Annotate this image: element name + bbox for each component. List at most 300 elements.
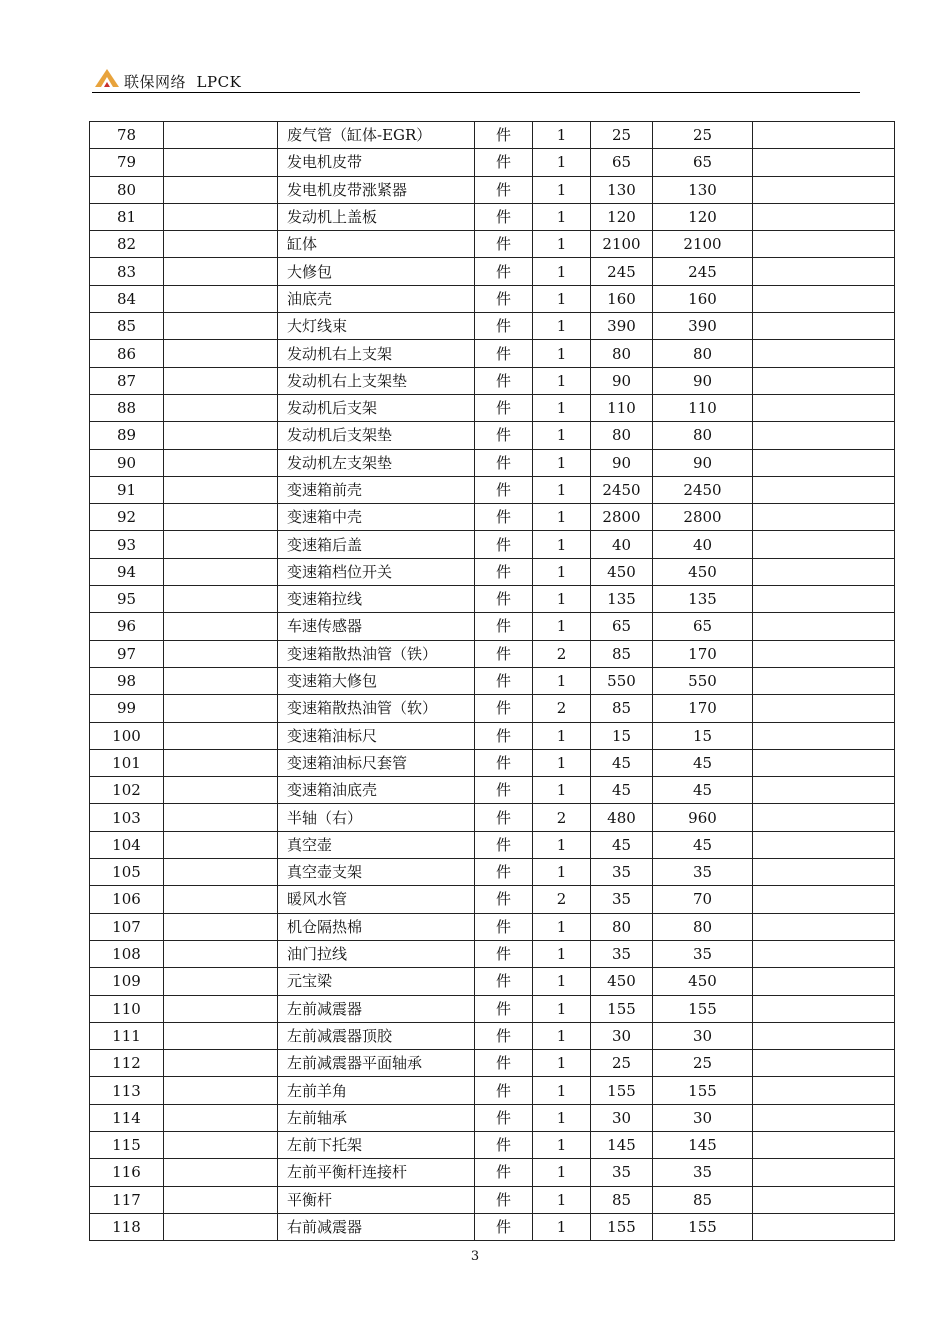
quantity-cell: 1	[533, 1022, 591, 1049]
amount-cell: 90	[653, 449, 753, 476]
part-name-cell: 暖风水管	[278, 886, 475, 913]
quantity-cell: 1	[533, 476, 591, 503]
unit-price-cell: 80	[591, 913, 653, 940]
remark-cell	[753, 476, 895, 503]
table-row	[90, 586, 895, 613]
remark-cell	[753, 1104, 895, 1131]
table-row	[90, 613, 895, 640]
unit-price-cell: 155	[591, 1213, 653, 1240]
amount-cell: 960	[653, 804, 753, 831]
amount-cell: 35	[653, 1159, 753, 1186]
unit-cell: 件	[475, 231, 533, 258]
unit-cell: 件	[475, 586, 533, 613]
unit-cell: 件	[475, 831, 533, 858]
quantity-cell: 1	[533, 722, 591, 749]
quantity-cell: 2	[533, 804, 591, 831]
table-row	[90, 995, 895, 1022]
row-number-cell: 82	[90, 231, 164, 258]
unit-cell: 件	[475, 176, 533, 203]
unit-cell: 件	[475, 558, 533, 585]
quantity-cell: 1	[533, 1104, 591, 1131]
remark-cell	[753, 640, 895, 667]
unit-cell: 件	[475, 149, 533, 176]
unit-price-cell: 80	[591, 340, 653, 367]
part-code-cell	[164, 340, 278, 367]
part-name-cell: 大修包	[278, 258, 475, 285]
part-code-cell	[164, 913, 278, 940]
part-name-cell: 左前轴承	[278, 1104, 475, 1131]
remark-cell	[753, 804, 895, 831]
unit-cell: 件	[475, 203, 533, 230]
unit-price-cell: 130	[591, 176, 653, 203]
row-number-cell: 80	[90, 176, 164, 203]
quantity-cell: 1	[533, 940, 591, 967]
table-row	[90, 340, 895, 367]
quantity-cell: 1	[533, 613, 591, 640]
unit-price-cell: 45	[591, 777, 653, 804]
unit-cell: 件	[475, 313, 533, 340]
unit-cell: 件	[475, 940, 533, 967]
part-code-cell	[164, 859, 278, 886]
part-code-cell	[164, 1104, 278, 1131]
remark-cell	[753, 285, 895, 312]
quantity-cell: 1	[533, 176, 591, 203]
quantity-cell: 1	[533, 449, 591, 476]
part-name-cell: 左前下托架	[278, 1131, 475, 1158]
row-number-cell: 101	[90, 749, 164, 776]
unit-cell: 件	[475, 1159, 533, 1186]
part-name-cell: 左前减震器	[278, 995, 475, 1022]
unit-cell: 件	[475, 367, 533, 394]
row-number-cell: 102	[90, 777, 164, 804]
remark-cell	[753, 667, 895, 694]
table-row	[90, 1077, 895, 1104]
unit-cell: 件	[475, 613, 533, 640]
part-code-cell	[164, 1186, 278, 1213]
quantity-cell: 1	[533, 968, 591, 995]
amount-cell: 15	[653, 722, 753, 749]
quantity-cell: 1	[533, 995, 591, 1022]
unit-price-cell: 30	[591, 1022, 653, 1049]
part-code-cell	[164, 476, 278, 503]
part-name-cell: 元宝梁	[278, 968, 475, 995]
quantity-cell: 1	[533, 313, 591, 340]
amount-cell: 25	[653, 1050, 753, 1077]
remark-cell	[753, 1159, 895, 1186]
part-code-cell	[164, 122, 278, 149]
quantity-cell: 1	[533, 667, 591, 694]
unit-cell: 件	[475, 968, 533, 995]
table-row	[90, 777, 895, 804]
amount-cell: 45	[653, 749, 753, 776]
part-name-cell: 变速箱后盖	[278, 531, 475, 558]
row-number-cell: 105	[90, 859, 164, 886]
row-number-cell: 94	[90, 558, 164, 585]
part-name-cell: 发动机后支架	[278, 394, 475, 421]
amount-cell: 80	[653, 422, 753, 449]
amount-cell: 450	[653, 558, 753, 585]
unit-cell: 件	[475, 695, 533, 722]
part-code-cell	[164, 613, 278, 640]
part-name-cell: 发动机上盖板	[278, 203, 475, 230]
table-row	[90, 913, 895, 940]
table-row	[90, 313, 895, 340]
table-row	[90, 394, 895, 421]
unit-price-cell: 85	[591, 640, 653, 667]
unit-cell: 件	[475, 285, 533, 312]
amount-cell: 245	[653, 258, 753, 285]
quantity-cell: 1	[533, 831, 591, 858]
unit-price-cell: 65	[591, 613, 653, 640]
remark-cell	[753, 367, 895, 394]
table-row	[90, 640, 895, 667]
row-number-cell: 95	[90, 586, 164, 613]
unit-price-cell: 45	[591, 749, 653, 776]
remark-cell	[753, 831, 895, 858]
unit-cell: 件	[475, 640, 533, 667]
amount-cell: 70	[653, 886, 753, 913]
remark-cell	[753, 777, 895, 804]
quantity-cell: 1	[533, 504, 591, 531]
quantity-cell: 1	[533, 367, 591, 394]
row-number-cell: 87	[90, 367, 164, 394]
unit-price-cell: 85	[591, 1186, 653, 1213]
row-number-cell: 108	[90, 940, 164, 967]
quantity-cell: 1	[533, 394, 591, 421]
part-code-cell	[164, 804, 278, 831]
remark-cell	[753, 995, 895, 1022]
amount-cell: 145	[653, 1131, 753, 1158]
part-name-cell: 变速箱油底壳	[278, 777, 475, 804]
remark-cell	[753, 586, 895, 613]
unit-price-cell: 120	[591, 203, 653, 230]
unit-price-cell: 450	[591, 558, 653, 585]
remark-cell	[753, 1050, 895, 1077]
amount-cell: 135	[653, 586, 753, 613]
lpck-logo-icon	[94, 68, 120, 88]
amount-cell: 2800	[653, 504, 753, 531]
part-name-cell: 变速箱大修包	[278, 667, 475, 694]
unit-cell: 件	[475, 1022, 533, 1049]
remark-cell	[753, 558, 895, 585]
unit-price-cell: 155	[591, 1077, 653, 1104]
unit-price-cell: 2450	[591, 476, 653, 503]
row-number-cell: 97	[90, 640, 164, 667]
part-code-cell	[164, 749, 278, 776]
row-number-cell: 113	[90, 1077, 164, 1104]
amount-cell: 390	[653, 313, 753, 340]
part-code-cell	[164, 695, 278, 722]
unit-price-cell: 35	[591, 1159, 653, 1186]
unit-price-cell: 85	[591, 695, 653, 722]
part-code-cell	[164, 1213, 278, 1240]
quantity-cell: 1	[533, 422, 591, 449]
part-name-cell: 机仓隔热棉	[278, 913, 475, 940]
unit-price-cell: 245	[591, 258, 653, 285]
table-row	[90, 258, 895, 285]
remark-cell	[753, 531, 895, 558]
amount-cell: 170	[653, 640, 753, 667]
remark-cell	[753, 613, 895, 640]
row-number-cell: 96	[90, 613, 164, 640]
amount-cell: 30	[653, 1022, 753, 1049]
row-number-cell: 110	[90, 995, 164, 1022]
unit-cell: 件	[475, 1131, 533, 1158]
row-number-cell: 107	[90, 913, 164, 940]
unit-price-cell: 480	[591, 804, 653, 831]
table-row	[90, 968, 895, 995]
amount-cell: 2450	[653, 476, 753, 503]
table-row	[90, 859, 895, 886]
table-row	[90, 558, 895, 585]
amount-cell: 120	[653, 203, 753, 230]
table-row	[90, 1050, 895, 1077]
amount-cell: 40	[653, 531, 753, 558]
quantity-cell: 1	[533, 203, 591, 230]
part-code-cell	[164, 176, 278, 203]
amount-cell: 155	[653, 1077, 753, 1104]
part-code-cell	[164, 394, 278, 421]
amount-cell: 550	[653, 667, 753, 694]
unit-cell: 件	[475, 122, 533, 149]
part-code-cell	[164, 586, 278, 613]
row-number-cell: 91	[90, 476, 164, 503]
part-code-cell	[164, 1050, 278, 1077]
part-name-cell: 左前平衡杆连接杆	[278, 1159, 475, 1186]
part-name-cell: 变速箱档位开关	[278, 558, 475, 585]
part-code-cell	[164, 258, 278, 285]
row-number-cell: 103	[90, 804, 164, 831]
unit-cell: 件	[475, 1186, 533, 1213]
part-code-cell	[164, 285, 278, 312]
amount-cell: 80	[653, 340, 753, 367]
unit-price-cell: 35	[591, 940, 653, 967]
unit-cell: 件	[475, 422, 533, 449]
quantity-cell: 1	[533, 1050, 591, 1077]
remark-cell	[753, 1131, 895, 1158]
table-row	[90, 476, 895, 503]
quantity-cell: 1	[533, 1077, 591, 1104]
header-title: 联保网络 LPCK	[124, 73, 242, 91]
unit-cell: 件	[475, 886, 533, 913]
quantity-cell: 2	[533, 640, 591, 667]
part-code-cell	[164, 504, 278, 531]
remark-cell	[753, 913, 895, 940]
unit-price-cell: 2100	[591, 231, 653, 258]
remark-cell	[753, 149, 895, 176]
amount-cell: 45	[653, 777, 753, 804]
table-row	[90, 231, 895, 258]
part-name-cell: 左前减震器平面轴承	[278, 1050, 475, 1077]
remark-cell	[753, 1077, 895, 1104]
row-number-cell: 92	[90, 504, 164, 531]
quantity-cell: 1	[533, 1213, 591, 1240]
unit-cell: 件	[475, 804, 533, 831]
quantity-cell: 1	[533, 1159, 591, 1186]
part-code-cell	[164, 449, 278, 476]
table-row	[90, 1022, 895, 1049]
part-name-cell: 变速箱散热油管（软）	[278, 695, 475, 722]
row-number-cell: 99	[90, 695, 164, 722]
remark-cell	[753, 340, 895, 367]
unit-cell: 件	[475, 777, 533, 804]
unit-price-cell: 450	[591, 968, 653, 995]
part-name-cell: 油门拉线	[278, 940, 475, 967]
unit-cell: 件	[475, 1077, 533, 1104]
part-code-cell	[164, 558, 278, 585]
row-number-cell: 104	[90, 831, 164, 858]
quantity-cell: 1	[533, 285, 591, 312]
quantity-cell: 1	[533, 586, 591, 613]
unit-price-cell: 25	[591, 1050, 653, 1077]
unit-cell: 件	[475, 749, 533, 776]
amount-cell: 450	[653, 968, 753, 995]
unit-price-cell: 155	[591, 995, 653, 1022]
row-number-cell: 79	[90, 149, 164, 176]
part-code-cell	[164, 968, 278, 995]
quantity-cell: 1	[533, 859, 591, 886]
remark-cell	[753, 449, 895, 476]
amount-cell: 160	[653, 285, 753, 312]
unit-price-cell: 390	[591, 313, 653, 340]
row-number-cell: 89	[90, 422, 164, 449]
unit-price-cell: 30	[591, 1104, 653, 1131]
remark-cell	[753, 258, 895, 285]
amount-cell: 85	[653, 1186, 753, 1213]
table-row	[90, 1186, 895, 1213]
table-row	[90, 176, 895, 203]
unit-cell: 件	[475, 1213, 533, 1240]
table-row	[90, 367, 895, 394]
unit-cell: 件	[475, 449, 533, 476]
row-number-cell: 86	[90, 340, 164, 367]
row-number-cell: 116	[90, 1159, 164, 1186]
row-number-cell: 112	[90, 1050, 164, 1077]
quantity-cell: 1	[533, 558, 591, 585]
unit-cell: 件	[475, 1104, 533, 1131]
parts-table-body	[90, 122, 895, 1241]
unit-cell: 件	[475, 859, 533, 886]
amount-cell: 155	[653, 1213, 753, 1240]
remark-cell	[753, 1022, 895, 1049]
table-row	[90, 886, 895, 913]
unit-cell: 件	[475, 476, 533, 503]
quantity-cell: 2	[533, 695, 591, 722]
quantity-cell: 1	[533, 531, 591, 558]
row-number-cell: 117	[90, 1186, 164, 1213]
unit-cell: 件	[475, 258, 533, 285]
unit-price-cell: 35	[591, 886, 653, 913]
part-code-cell	[164, 722, 278, 749]
table-row	[90, 1213, 895, 1240]
part-name-cell: 右前减震器	[278, 1213, 475, 1240]
row-number-cell: 90	[90, 449, 164, 476]
table-row	[90, 1104, 895, 1131]
part-name-cell: 变速箱中壳	[278, 504, 475, 531]
quantity-cell: 1	[533, 340, 591, 367]
table-row	[90, 722, 895, 749]
part-code-cell	[164, 995, 278, 1022]
unit-price-cell: 45	[591, 831, 653, 858]
unit-price-cell: 90	[591, 367, 653, 394]
unit-price-cell: 65	[591, 149, 653, 176]
table-row	[90, 422, 895, 449]
unit-cell: 件	[475, 913, 533, 940]
quantity-cell: 1	[533, 258, 591, 285]
unit-cell: 件	[475, 340, 533, 367]
part-code-cell	[164, 367, 278, 394]
quantity-cell: 1	[533, 231, 591, 258]
table-row	[90, 122, 895, 149]
table-row	[90, 1131, 895, 1158]
unit-price-cell: 80	[591, 422, 653, 449]
page-header	[92, 66, 860, 93]
row-number-cell: 114	[90, 1104, 164, 1131]
unit-price-cell: 25	[591, 122, 653, 149]
unit-price-cell: 35	[591, 859, 653, 886]
quantity-cell: 1	[533, 1186, 591, 1213]
unit-cell: 件	[475, 667, 533, 694]
remark-cell	[753, 231, 895, 258]
part-name-cell: 变速箱油标尺	[278, 722, 475, 749]
table-row	[90, 285, 895, 312]
part-code-cell	[164, 940, 278, 967]
row-number-cell: 109	[90, 968, 164, 995]
quantity-cell: 1	[533, 149, 591, 176]
amount-cell: 35	[653, 940, 753, 967]
amount-cell: 130	[653, 176, 753, 203]
remark-cell	[753, 313, 895, 340]
unit-cell: 件	[475, 722, 533, 749]
row-number-cell: 83	[90, 258, 164, 285]
part-name-cell: 发动机右上支架	[278, 340, 475, 367]
part-code-cell	[164, 1131, 278, 1158]
quantity-cell: 2	[533, 886, 591, 913]
row-number-cell: 93	[90, 531, 164, 558]
amount-cell: 90	[653, 367, 753, 394]
part-name-cell: 发电机皮带涨紧器	[278, 176, 475, 203]
table-row	[90, 531, 895, 558]
row-number-cell: 85	[90, 313, 164, 340]
amount-cell: 110	[653, 394, 753, 421]
quantity-cell: 1	[533, 777, 591, 804]
remark-cell	[753, 968, 895, 995]
part-code-cell	[164, 640, 278, 667]
unit-price-cell: 15	[591, 722, 653, 749]
remark-cell	[753, 1213, 895, 1240]
unit-price-cell: 145	[591, 1131, 653, 1158]
page-number: 3	[470, 1249, 480, 1264]
table-row	[90, 1159, 895, 1186]
part-name-cell: 车速传感器	[278, 613, 475, 640]
remark-cell	[753, 394, 895, 421]
amount-cell: 65	[653, 613, 753, 640]
unit-price-cell: 90	[591, 449, 653, 476]
part-name-cell: 废气管（缸体-EGR）	[278, 122, 475, 149]
part-code-cell	[164, 231, 278, 258]
amount-cell: 2100	[653, 231, 753, 258]
part-code-cell	[164, 531, 278, 558]
part-code-cell	[164, 1159, 278, 1186]
row-number-cell: 115	[90, 1131, 164, 1158]
part-code-cell	[164, 831, 278, 858]
part-name-cell: 真空壶	[278, 831, 475, 858]
part-code-cell	[164, 667, 278, 694]
remark-cell	[753, 203, 895, 230]
part-code-cell	[164, 422, 278, 449]
remark-cell	[753, 176, 895, 203]
parts-price-table	[89, 121, 895, 1241]
